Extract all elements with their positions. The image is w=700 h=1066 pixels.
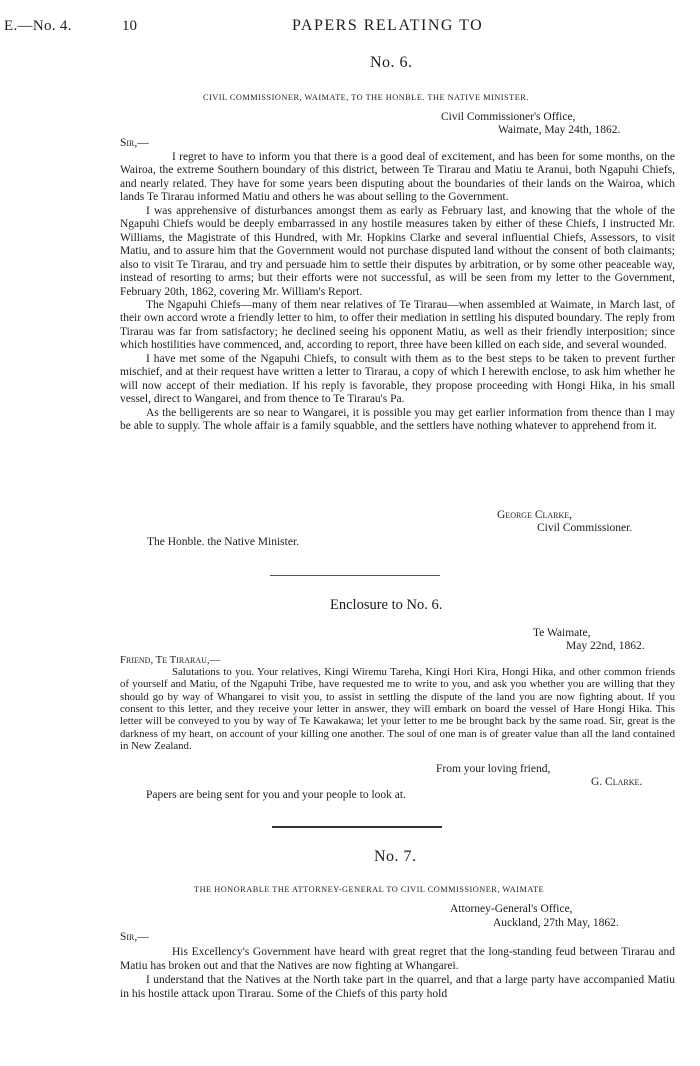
section-divider-2 (272, 826, 442, 828)
running-title: PAPERS RELATING TO (292, 17, 484, 34)
letter7-paragraph-1: His Excellency's Government have heard with great regret that the long-standing feud between Tirarau and Matiu has broken out and that the Natives are now fighting at Whangarei. (120, 946, 675, 972)
letter6-address-line2: Waimate, May 24th, 1862. (498, 124, 621, 136)
letter7-paragraph-2: I understand that the Natives at the North take part in the quarrel, and that a large party have accompanied Matiu in his hostile attack upon Tirarau. Some of the Chiefs of this party hold (120, 974, 675, 1000)
letter6-paragraph-3: The Ngapuhi Chiefs—many of them near relatives of Te Tirarau—when assembled at Waimate, in March last, of their own accord wrote a friendly letter to him, to offer their mediation in settling his disputed boundary. The reply from Tirarau was far from satisfactory; he declined seeing his opponent Matiu, as well as their friendly interposition; since which hostilities have commenced, and, according to report, three have been killed on each side, and several wounded. (120, 298, 675, 352)
letter-number-7: No. 7. (374, 848, 417, 865)
letter6-signature-name: George Clarke, (497, 509, 573, 521)
document-reference: E.—No. 4. (4, 18, 72, 34)
letter6-body (120, 151, 675, 434)
enclosure-postscript: Papers are being sent for you and your people to look at. (146, 789, 406, 801)
letter6-heading: CIVIL COMMISSIONER, WAIMATE, TO THE HONBLE. THE NATIVE MINISTER. (203, 93, 529, 102)
letter-number-6: No. 6. (370, 54, 413, 71)
enclosure-body (120, 666, 675, 752)
page-number: 10 (122, 18, 137, 34)
letter7-address-line1: Attorney-General's Office, (450, 903, 573, 915)
letter6-paragraph-1: I regret to have to inform you that there is a good deal of excitement, and has been for some months, on the Wairoa, the extreme Southern boundary of this district, between Te Tirarau and Matiu te Aranui, both Ngapuhi Chiefs, and nearly related. They have for some years been disputing about the boundaries of their lands on the Wairoa, which lands Te Tirarau informed Matiu and others he was about selling to the Government. (120, 151, 675, 204)
enclosure-closing: From your loving friend, (436, 763, 551, 775)
letter7-body (120, 945, 675, 1001)
enclosure-signature: G. Clarke. (591, 776, 643, 788)
letter7-heading: THE HONORABLE THE ATTORNEY-GENERAL TO CIVIL COMMISSIONER, WAIMATE (194, 885, 545, 894)
letter6-signature-title: Civil Commissioner. (537, 522, 633, 534)
enclosure-paragraph: Salutations to you. Your relatives, Kingi Wiremu Tareha, Kingi Hori Kira, Hongi Hika, and other common friends of yourself and Matiu, of the Ngapuhi Tribe, have requested me to write to you, and ask you whether you are willing that they should go by way of Whangarei to visit you, to assist in settling the dispute of the land you are now fighting about. If you consent to this letter, and they receive your letter in answer, they will embark on board the vessel of Hare Hongi Hika. This letter will be conveyed to you by way of Te Kawakawa; let your letter to me be brought back by the same road. Sir, great is the darkness of my heart, on account of your killing one another. The soul of one man is of greater value than all the land contained in New Zealand. (120, 666, 675, 753)
letter6-paragraph-2: I was apprehensive of disturbances amongst them as early as February last, and knowing that the whole of the Ngapuhi Chiefs would be deeply embarrassed in any hostile measures taken by either of these Chiefs, I instructed Mr. Williams, the Magistrate of this Hundred, with Mr. Hopkins Clarke and several influential Chiefs, Assessors, to visit Matiu, and to assure him that the Government would not purchase disputed land without the consent of both claimants; also to visit Te Tirarau, and try and persuade him to settle their disputes by arbitration, or by some other peaceable way, instead of resorting to arms; but their efforts were not successful, as will be seen from my letter to the Government, February 20th, 1862, covering Mr. William's Report. (120, 204, 675, 298)
enclosure-place: Te Waimate, (533, 627, 591, 639)
section-divider (270, 575, 440, 576)
enclosure-date: May 22nd, 1862. (566, 640, 645, 652)
letter6-salutation: Sir,— (120, 137, 149, 149)
letter7-address-line2: Auckland, 27th May, 1862. (493, 917, 619, 929)
letter7-salutation: Sir,— (120, 931, 149, 943)
enclosure-title: Enclosure to No. 6. (330, 597, 443, 613)
enclosure-salutation: Friend, Te Tirarau,— (120, 654, 221, 666)
letter6-addressee: The Honble. the Native Minister. (147, 536, 300, 548)
letter6-paragraph-4: I have met some of the Ngapuhi Chiefs, to consult with them as to the best steps to be taken to prevent further mischief, and at their request have written a letter to Tirarau, a copy of which I herewith enclose, to ask him whether he will now accept of their mediation. If his reply is favorable, they propose proceeding with Hongi Hika, in his small vessel, direct to Wangarei, and from thence to Te Tirarau's Pa. (120, 352, 675, 406)
letter6-address-line1: Civil Commissioner's Office, (441, 111, 576, 123)
letter6-paragraph-5: As the belligerents are so near to Wangarei, it is possible you may get earlier information from thence than I may be able to supply. The whole affair is a family squabble, and the settlers have nothing whatever to apprehend from it. (120, 406, 675, 433)
